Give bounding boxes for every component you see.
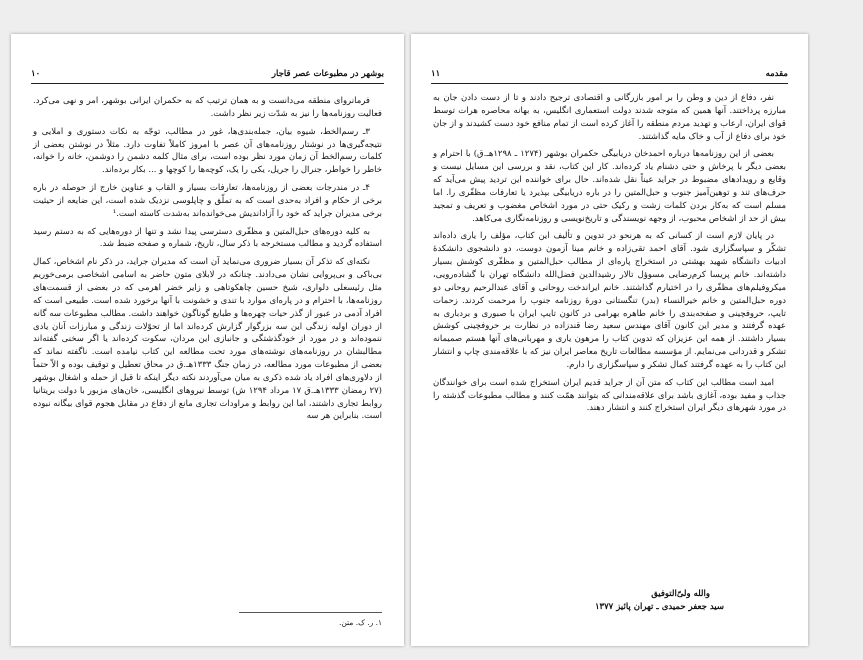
right-page-number: ۱۱ (431, 69, 441, 79)
right-page-body (433, 92, 786, 420)
footnote: ۱. ر. ک. متن. (338, 618, 382, 627)
closing-signature (595, 588, 724, 614)
paragraph: بعضی از این روزنامه‌ها درباره احمدخان دریابیگی حکمران بوشهر (۱۲۷۴ ـ ۱۲۹۸هـ.ق) با احترام و بعضی دیگر با پرخاش و حتی دشنام یاد کرده‌اند. کار این کتاب، نقد و بررسی این مسایل نیست و وقایع و رویدادهای مضبوط در جراید عیناً نقل شده‌اند. حال برای خواننده این تردید پیش می‌آید که حرف‌های تند و توهین‌آمیز جنوب و حبل‌المتین را در باره دریابیگی بپذیرد یا تعارفات مظفّری را. اما مسلم است که به‌کار بردن کلمات زشت و رکیک حتی در مورد اشخاص مغضوب و تعریف و تمجید بیش از حد از اشخاص محبوب، از وجهه نویسندگی و تاریخ‌نویسی و روزنامه‌نگاری می‌کاهد. (433, 149, 786, 224)
paragraph: فرمانروای منطقه می‌دانست و به همان ترتیب که به حکمران ایرانی بوشهر، امر و نهی می‌کرد. فعالیت روزنامه‌ها را نیز به شدّت زیر نظر داشت. (33, 96, 382, 119)
paragraph: در پایان لازم است از کسانی که به هرنحو در تدوین و تألیف این کتاب، مؤلف را یاری داده‌اند تشکّر و سپاسگزاری شود. آقای احمد تقی‌زاده و خانم مینا آزمون دوست، دو دانشجوی دانشکدهٔ ادبیات دانشگاه شهید بهشتی در استخراج پاره‌ای از مطالب حبل‌المتین و مظفّری کوشش بسیار داشته‌اند. خانم پریسا کرم‌رضایی مسوؤل تالار رشیدالدین فضل‌الله دانشگاه تهران با گشاده‌رویی، میکروفیلم‌های مظفّری را در اختیارم گذاشتند. خانم ایراندخت روحانی و آقای عبدالرحیم روحانی دو دوره حبل‌المتین و خانم خیرالنساء (بدر) تنگستانی دورهٔ روزنامه جنوب را مرحمت کردند. زحمات تایپ، حروفچینی و صفحه‌بندی را خانم طاهره بهرامی در کانون تایپ ایران با صبوری و بردباری به عهده گرفتند و مدیر این کانون آقای مهندس سعید رضا قندزاده در نظارت بر حروفچینی کوشش بسیار داشتند. از همه این عزیزان که تدوین کتاب را مرهون یاری و مهربانی‌های آنها هستم صمیمانه تشکر و قدردانی می‌نمایم. از مؤسسه مطالعات تاریخ معاصر ایران نیز که با علاقه‌مندی چاپ و انتشار این کتاب را به عهده گرفتند کمال تشکر و سپاسگزاری را دارم. (433, 231, 786, 370)
left-page-header (31, 68, 384, 81)
left-header-rule (31, 83, 384, 84)
paragraph: ۴ـ در مندرجات بعضی از روزنامه‌ها، تعارفات بسیار و القاب و عناوین خارج از حوصله در باره برخی از حکام و افراد به‌حدی است که به تملّق و چاپلوسی نزدیک شده است، این ضایعه از حیثیت برخی مدیران جراید که خود را آزاداندیش می‌خوانده‌اند به‌شدت کاسته است.¹ (33, 183, 382, 219)
paragraph: امید است مطالب این کتاب که متن آن از جراید قدیم ایران استخراج شده است برای خوانندگان جذاب و مفید بوده، آغازی باشد برای علاقه‌مندانی که بتوانند همّت کنند و مطالب مطبوعات گذشته را در مورد شهرهای دیگر ایران استخراج کنند و انتشار دهند. (433, 377, 786, 414)
paragraph: ۳ـ رسم‌الخط، شیوه بیان، جمله‌بندی‌ها، غور در مطالب، توجّه به نکات دستوری و املایی و نتیجه‌گیری‌ها در نوشتار روزنامه‌های آن عصر با امروز کاملاً تفاوت دارد. مثلاً در نوشتن بعضی از کلمات رسم‌الخط آن زمان مورد نظر بوده است، برای مثال کلمه دشمن را دوشمن، خانه را خوانه، خاطر را خواطر، جنرال را جریل، یکی را یک، کوچه‌ها را کوچها و ... بکار برده‌اند. (33, 126, 382, 176)
footnote-rule (239, 612, 382, 613)
paragraph: نفر، دفاع از دین و وطن را بر امور بازرگانی و اقتصادی ترجیح دادند و تا از دست دادن جان به مبارزه پرداختند. آنها همین که متوجه شدند دولت استعماری انگلیس، به بهانه محاصره هرات توسط قوای ایران، ارعاب و تهدید مردم منطقه را آغاز کرده است از تمام منافع خود دست کشیدند و از جان خود برای دفاع از آب و خاک مایه گذاشتند. (433, 93, 786, 142)
paragraph: به کلیه دوره‌های حبل‌المتین و مظفّری دسترسی پیدا نشد و تنها از دوره‌هایی که به دستم رسید استفاده گردید و مطالب مستخرجه با ذکر سال، تاریخ، شماره و صفحه ضبط شد. (33, 226, 382, 250)
left-page (11, 34, 404, 646)
paragraph: نکته‌ای که تذکر آن بسیار ضروری می‌نماید آن است که مدیران جراید، در ذکر نام اشخاص، کمال بی‌باکی و بی‌پروایی نشان می‌دادند. چنانکه در لابلای متون حاضر به اسامی اشخاصی برمی‌خوریم مثل رئیسعلی دلواری، شیخ حسین چاهکوتاهی و زایر خضر اهرمی که در بعضی از قسمت‌های روزنامه‌ها، با احترام و در پاره‌ای موارد با تندی و خشونت با آنها برخورد شده است. طبیعی است که افراد آدمی در عبور از گذر حیات چهره‌ها و طبایع گوناگون خواهند داشت. مطالب مطبوعات سه گانه از دوران اولیه زندگی این سه بزرگوار گزارش کرده‌اند اما از تحوّلات زندگی و مبارزات آنان یادی ننموده‌اند و در مورد از خودگذشتگی و جانبازی این مردان، سکوت کرده‌اند یا اگر سخنی گفته‌اند مطالبشان در روزنامه‌های نوشته‌های مورد تحت مطالعه این کتاب نیامده است. ناگفته نماند که بعضی از مطبوعات مورد مطالعه، در زمان جنگ ۱۳۳۳هـ.ق در محاق تعطیل و توقیف بوده و الاّ حتماً از دلاوری‌های افراد یاد شده ذکری به میان می‌آوردند نکته دیگر اینکه تا قبل از حمله و اشغال بوشهر (۲۷ رمضان ۱۳۳۳هـ.ق ۱۷ مرداد ۱۲۹۴ ش) توسط نیروهای انگلیسی، خان‌های مزبور با دولت بریتانیا روابط تجاری داشتند، اما این روابط و مراودات تجاری مانع از دفاع در مقابل هجوم قوای بیگانه نبوده است. بنابراین هر سه (33, 257, 382, 422)
right-header-title: مقدمه (765, 69, 788, 79)
left-header-title: بوشهر در مطبوعات عصر قاجار (271, 69, 384, 79)
closing-line: والله ولیّ‌التوفیق (651, 589, 710, 599)
left-page-body (33, 95, 382, 428)
author-signature-line: سید جعفر حمیدی ـ تهران پائیز ۱۳۷۷ (594, 602, 724, 612)
left-page-number: ۱۰ (31, 69, 41, 79)
right-page-header (431, 68, 788, 81)
right-page (411, 34, 808, 646)
right-header-rule (431, 83, 788, 84)
